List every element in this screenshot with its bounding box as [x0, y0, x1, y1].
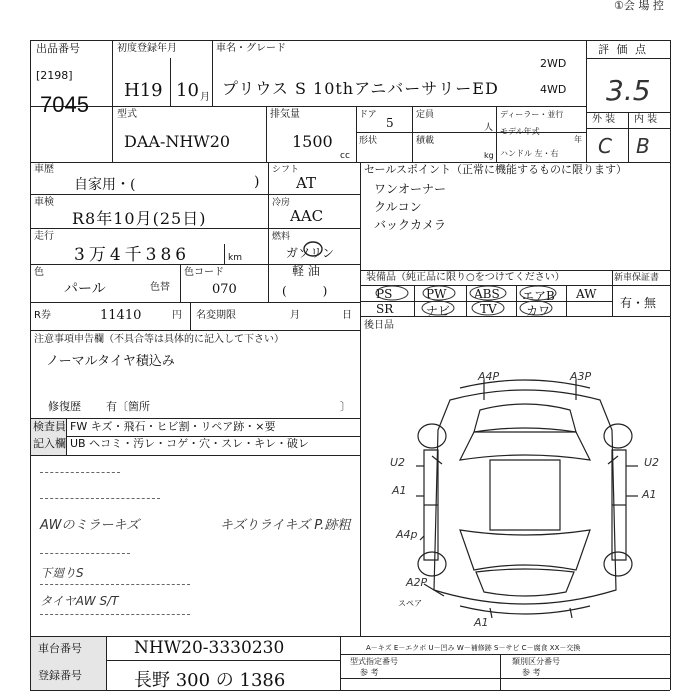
- displacement-unit: cc: [340, 151, 350, 161]
- grid-line: [496, 106, 497, 162]
- grid-line: [30, 40, 670, 41]
- grid-line: [30, 690, 670, 691]
- equipment-circle-marks: [366, 284, 666, 318]
- color-label: 色: [34, 267, 44, 278]
- name-change-month: 月: [290, 310, 300, 321]
- grid-line: [356, 132, 586, 133]
- plate-value: 長野 300 の 1386: [134, 670, 286, 691]
- inspector-note-4: タイヤAW S/T: [40, 594, 119, 608]
- damage-legend: A－キズ E－エクボ U－凹み W－補修跡 S－サビ C－腐食 XX－交換: [366, 644, 581, 652]
- color-value: パール: [64, 281, 106, 297]
- grid-line: [30, 40, 31, 690]
- grid-line: [412, 106, 413, 162]
- equip-ps: PS: [376, 287, 393, 301]
- lot-number: 7045: [40, 92, 89, 117]
- shift-value: AT: [296, 174, 317, 192]
- model-year-label: モデル年式: [500, 127, 540, 136]
- grid-line: [356, 106, 357, 162]
- ac-value: AAC: [290, 207, 324, 225]
- grid-line: [170, 58, 171, 106]
- handle-label: ハンドル 左・右: [500, 149, 559, 158]
- fuel-light: 軽 油: [292, 264, 320, 278]
- mileage-unit: km: [228, 253, 242, 263]
- grid-line: [30, 455, 360, 456]
- load-label: 積載: [416, 136, 435, 146]
- color-change-label: 色替: [150, 282, 170, 293]
- name-change-label: 名変期限: [196, 310, 236, 321]
- first-reg-label: 初度登録年月: [117, 43, 177, 54]
- diagram-mark: A1: [392, 484, 407, 497]
- equip-pw: PW: [426, 287, 447, 301]
- sales-point-item: ワンオーナー: [374, 182, 447, 196]
- capacity-label: 定員: [416, 110, 435, 120]
- rating-value: 3.5: [606, 74, 651, 107]
- grid-line: [340, 678, 670, 679]
- sales-point-item: バックカメラ: [374, 218, 447, 232]
- spare-label: スペア: [398, 599, 422, 608]
- plate-label: 登録番号: [38, 669, 82, 682]
- grid-line: [106, 636, 107, 690]
- class-number-label: 類別区分番号: [512, 657, 560, 666]
- diagram-mark: A2P: [406, 576, 428, 589]
- grid-line: [360, 270, 670, 271]
- doors-value: 5: [386, 116, 394, 130]
- grid-line: [30, 636, 670, 637]
- hand-line-dash: [40, 553, 130, 554]
- name-change-day: 日: [342, 310, 352, 321]
- doors-label: ドア: [359, 110, 377, 120]
- inspector-note-2: キズりライキズ P.跡粗: [220, 518, 351, 533]
- equip-leather: カワ: [526, 304, 551, 318]
- car-name-label: 車名・グレード: [216, 43, 286, 54]
- inspection-label: 車検: [34, 197, 54, 208]
- first-reg-era: H19: [124, 80, 163, 101]
- model-label: 型式: [117, 109, 137, 120]
- lot-small-number: [2198]: [36, 69, 73, 82]
- grid-line: [224, 244, 225, 264]
- grid-line: [628, 112, 629, 162]
- sales-points-label: セールスポイント（正常に機能するものに限ります）: [364, 163, 628, 176]
- grid-line: [190, 302, 191, 330]
- grid-line: [586, 58, 670, 59]
- inspector-row-2: UB ヘコミ・汚レ・コゲ・穴・スレ・キレ・破レ: [70, 437, 309, 450]
- repair-history-value: 有〔箇所: [106, 400, 150, 413]
- recycle-unit: 円: [172, 310, 182, 321]
- new-warranty-value: 有・無: [620, 296, 657, 310]
- header-copy-label: ①会 場 控: [614, 0, 664, 12]
- dealer-label: ディーラー・並行: [500, 110, 564, 119]
- displacement-label: 排気量: [270, 109, 300, 120]
- rating-label: 評 価 点: [598, 43, 648, 56]
- color-code-value: 070: [212, 282, 237, 297]
- history-value: 自家用・(: [74, 177, 136, 193]
- history-label: 車歴: [34, 164, 54, 175]
- grid-line: [112, 40, 113, 162]
- grid-line: [500, 654, 501, 690]
- diagram-mark: A1: [642, 488, 657, 501]
- lot-label: 出品番号: [36, 42, 80, 55]
- inspector-note-3: 下廻りS: [40, 566, 84, 580]
- inspector-note-1: AWのミラーキズ: [40, 518, 140, 533]
- fuel-paren: ( ): [282, 284, 328, 298]
- grid-line: [212, 40, 213, 106]
- inspector-label: 検査員: [33, 420, 66, 433]
- chassis-label: 車台番号: [38, 642, 82, 655]
- recycle-value: 11410: [100, 308, 142, 323]
- grid-line: [670, 40, 671, 690]
- equipment-label: 装備品（純正品に限り○をつけてください）: [366, 272, 565, 283]
- equip-aw: AW: [576, 287, 597, 301]
- interior-label: 内 装: [634, 114, 658, 125]
- car-damage-diagram: [380, 360, 670, 630]
- diagram-mark: A4p: [396, 528, 418, 541]
- fuel-label: 燃料: [272, 232, 291, 242]
- drive-2wd: 2WD: [540, 57, 567, 70]
- equip-navi: ナビ: [426, 304, 451, 318]
- shape-label: 形状: [359, 136, 378, 146]
- ref-label-2: 参 考: [522, 668, 541, 677]
- grid-line: [30, 330, 360, 331]
- repair-history-close: 〕: [340, 400, 351, 413]
- grid-line: [340, 636, 341, 690]
- new-warranty-label: 新車保証書: [614, 273, 660, 283]
- grid-line: [30, 194, 360, 195]
- rear-seat-label: 後日品: [364, 320, 394, 331]
- inspector-label-2: 記入欄: [33, 437, 66, 450]
- diagram-mark: U2: [390, 456, 406, 469]
- hand-line-dash: [40, 614, 190, 615]
- car-name: プリウス S 10thアニバーサリーED: [222, 79, 499, 98]
- equip-tv: TV: [480, 302, 497, 316]
- hand-line-dash: [40, 584, 190, 585]
- sales-point-item: クルコン: [374, 200, 422, 214]
- notes-text: ノーマルタイヤ積込み: [46, 354, 175, 369]
- history-close: ): [254, 174, 260, 190]
- exterior-value: C: [598, 134, 612, 158]
- diagram-mark: A1: [474, 616, 489, 629]
- grid-line: [30, 302, 360, 303]
- grid-line: [30, 106, 586, 107]
- grid-line: [360, 162, 361, 636]
- diagram-mark: A3P: [570, 370, 592, 383]
- ac-label: 冷房: [272, 198, 291, 208]
- first-reg-month: 10: [176, 80, 199, 101]
- fuel-gas: ガソリン: [286, 246, 335, 260]
- grid-line: [266, 106, 267, 162]
- chassis-value: NHW20-3330230: [134, 638, 285, 658]
- type-designation-label: 型式指定番号: [350, 657, 398, 666]
- grid-line: [180, 264, 181, 302]
- grid-line: [30, 418, 360, 419]
- capacity-unit: 人: [484, 123, 494, 133]
- color-code-label: 色コード: [184, 267, 224, 278]
- recycle-label: R券: [34, 310, 51, 321]
- fuel-circle-mark: [302, 240, 324, 258]
- drive-4wd: 4WD: [540, 83, 567, 96]
- equip-sr: SR: [376, 302, 394, 316]
- shift-label: シフト: [272, 165, 300, 175]
- mileage-label: 走行: [34, 231, 54, 242]
- first-reg-unit: 月: [200, 92, 210, 103]
- equip-airbag: エアB: [522, 289, 555, 303]
- model-value: DAA-NHW20: [124, 132, 231, 151]
- grid-line: [340, 654, 670, 655]
- grid-line: [66, 436, 360, 437]
- model-year-unit: 年: [574, 135, 582, 144]
- notes-label: 注意事項申告欄（不具合等は具体的に記入して下さい）: [34, 334, 284, 345]
- displacement-value: 1500: [292, 132, 333, 151]
- grid-line: [268, 162, 269, 302]
- diagram-mark: A4P: [478, 370, 500, 383]
- ref-label-1: 参 考: [360, 668, 379, 677]
- interior-value: B: [636, 134, 650, 158]
- repair-history-label: 修復歴: [48, 400, 81, 413]
- load-unit: kg: [484, 151, 494, 160]
- exterior-label: 外 装: [592, 114, 616, 125]
- hand-line-dash: [40, 498, 160, 499]
- hand-line-dash: [40, 472, 120, 473]
- mileage-value: 3万4千386: [74, 245, 191, 265]
- inspection-value: R8年10月(25日): [72, 209, 207, 228]
- inspector-row-1: FW キズ・飛石・ヒビ割・リペア跡・×要: [70, 420, 276, 433]
- equip-abs: ABS: [474, 287, 500, 301]
- diagram-mark: U2: [644, 456, 660, 469]
